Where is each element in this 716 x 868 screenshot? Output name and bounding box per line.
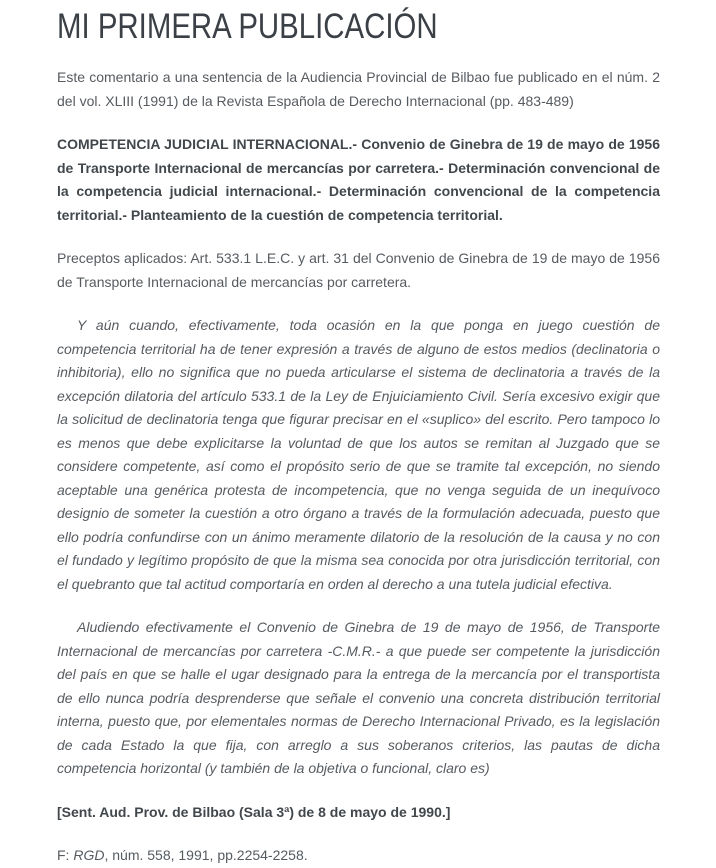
quote-paragraph-2: Aludiendo efectivamente el Convenio de Ginebra de 19 de mayo de 1956, de Transporte Internacional de mercancías por carretera -C.M.R.- a que puede ser competente la jurisdicción del país en que se halle el ugar designado para la entrega de la mercancía por el transportista de ello nunca podría desprenderse que señale el convenio una concreta distribución territorial interna, puesto que, por elementales normas de Derecho Internacional Privado, es la legislación de cada Estado la que fija, con arreglo a sus soberanos criterios, las pautas de dicha competencia horizontal (y también de la objetiva o funcional, claro es) bbox=[57, 619, 660, 776]
source-prefix: F: bbox=[57, 847, 74, 863]
page-title: MI PRIMERA PUBLICACIÓN bbox=[57, 7, 438, 46]
source-reference: , núm. 558, 1991, pp.2254-2258. bbox=[104, 847, 308, 863]
precepts-paragraph: Preceptos aplicados: Art. 533.1 L.E.C. y art. 31 del Convenio de Ginebra de 19 de mayo de 1956 de Transporte Internacional de mercancías por carretera. bbox=[57, 250, 660, 290]
intro-paragraph: Este comentario a una sentencia de la Audiencia Provincial de Bilbao fue publicado en el núm. 2 del vol. XLIII (1991) de la Revista Española de Derecho Internacional (pp. 483-489) bbox=[57, 69, 660, 109]
headnote-paragraph: COMPETENCIA JUDICIAL INTERNACIONAL.- Convenio de Ginebra de 19 de mayo de 1956 de Transporte Internacional de mercancías por carretera.- Determinación convencional de la competencia judicial internacional.- Determinación convencional de la competencia territorial.- Planteamiento de la cuestión de competencia territorial. bbox=[57, 136, 660, 223]
article-body bbox=[57, 66, 660, 868]
citation-line: [Sent. Aud. Prov. de Bilbao (Sala 3ª) de 8 de mayo de 1990.] bbox=[57, 803, 451, 820]
source-journal-abbr: RGD bbox=[73, 847, 105, 863]
quote-paragraph-1: Y aún cuando, efectivamente, toda ocasión en la que ponga en juego cuestión de competencia territorial ha de tener expresión a través de alguno de estos medios (declinatoria o inhibitoria), ello no significa que no pueda articularse el sistema de declinatoria a través de la excepción dilatoria del artículo 533.1 de la Ley de Enjuiciamiento Civil. Sería excesivo exigir que la solicitud de declinatoria tenga que figurar precisar en el «suplico» del escrito. Pero tampoco lo es menos que debe explicitarse la voluntad de que los autos se remitan al Juzgado que se considere competente, así como el propósito serio de que se tramite tal excepción, no siendo aceptable una genérica protesta de incompetencia, que no venga seguida de un inequívoco designio de someter la cuestión a otro órgano a través de la formulación adecuada, puesto que ello podría confundirse con un ánimo meramente dilatorio de la resolución de la causa y no con el fundado y legítimo propósito de que la misma sea conocida por otra jurisdicción territorial, con el quebranto que tal actitud comportaría en orden al derecho a una tutela judicial efectiva. bbox=[57, 317, 660, 592]
source-line bbox=[57, 844, 660, 868]
